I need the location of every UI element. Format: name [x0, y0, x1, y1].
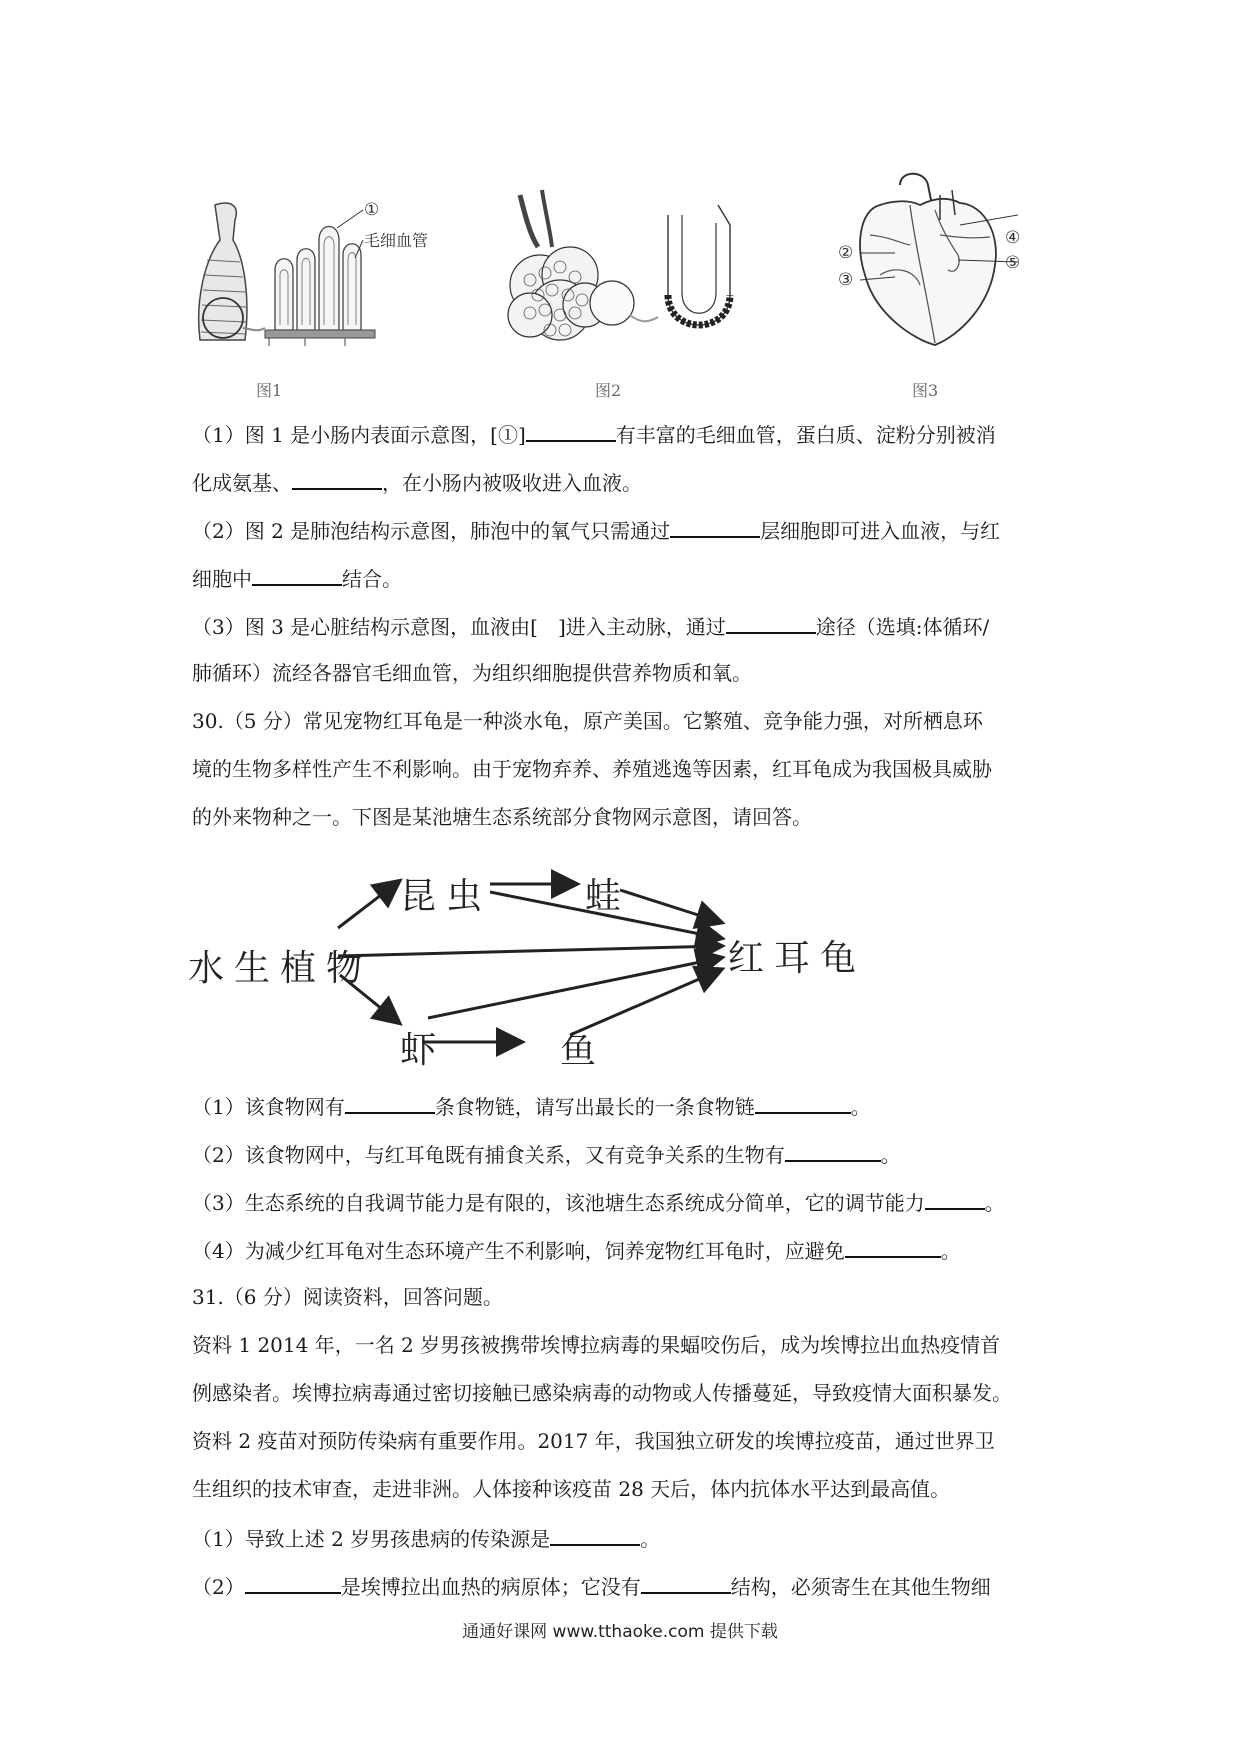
q29-p3-text-c: 肺循环）流经各器官毛细血管，为组织细胞提供营养物质和氧。 — [192, 661, 752, 685]
arrow-plant-turtle — [338, 946, 720, 956]
food-web-plant: 水生植物 — [188, 948, 373, 989]
answer-blank[interactable] — [526, 418, 616, 442]
answer-blank[interactable] — [550, 1522, 640, 1546]
answer-blank[interactable] — [845, 1234, 941, 1258]
q31-material-1-line-2: 例感染者。埃博拉病毒通过密切接触已感染病毒的动物或人传播蔓延，导致疫情大面积暴发。 — [192, 1381, 1012, 1405]
food-web-fish: 鱼 — [560, 1030, 607, 1071]
answer-blank[interactable] — [670, 514, 760, 538]
q29-p2-text-a: （2）图 2 是肺泡结构示意图，肺泡中的氧气只需通过 — [192, 519, 671, 543]
q31-s1-text-b: 。 — [640, 1527, 661, 1551]
q30-part-4 — [192, 1234, 961, 1266]
answer-blank[interactable] — [925, 1186, 985, 1210]
food-web-shrimp: 虾 — [400, 1030, 447, 1071]
q29-p2-text-d: 结合。 — [342, 567, 402, 591]
q30-s3-text-b: 。 — [984, 1191, 1005, 1215]
q30-s2-text-a: （2）该食物网中，与红耳龟既有捕食关系，又有竞争关系的生物有 — [192, 1143, 785, 1167]
q30-s3-text-a: （3）生态系统的自我调节能力是有限的，该池塘生态系统成分简单，它的调节能力 — [192, 1191, 925, 1215]
q30-s1-text-c: 。 — [850, 1095, 871, 1119]
fig3-caption: 图3 — [912, 381, 939, 400]
q29-p1-text-a: （1）图 1 是小肠内表面示意图，[①] — [192, 423, 526, 447]
q30-part-2 — [192, 1138, 901, 1170]
q31-s2-text-c: 结构，必须寄生在其他生物细 — [730, 1575, 991, 1599]
page-footer: 通通好课网 www.tthaoke.com 提供下载 — [462, 1622, 778, 1642]
arrow-frog-turtle — [620, 890, 720, 922]
q30-part-3 — [192, 1186, 1005, 1218]
q29-part-3-line-2 — [192, 658, 752, 688]
q29-part-1-line-1 — [192, 418, 996, 450]
q31-material-2-line-2: 生组织的技术审查，走进非洲。人体接种该疫苗 28 天后，体内抗体水平达到最高值。 — [192, 1477, 951, 1501]
fig3-label-4: ④ — [1005, 228, 1021, 248]
answer-blank[interactable] — [345, 1090, 435, 1114]
figure-3-heart — [840, 165, 1020, 355]
fig3-label-5: ⑤ — [1005, 253, 1021, 273]
figure-1-small-intestine — [185, 200, 485, 360]
q29-part-1-line-2 — [192, 466, 642, 498]
answer-blank[interactable] — [245, 1570, 341, 1594]
fig1-caption: 图1 — [256, 381, 283, 400]
q30-s4-text-a: （4）为减少红耳龟对生态环境产生不利影响，饲养宠物红耳龟时，应避免 — [192, 1239, 845, 1263]
q31-title: 31.（6 分）阅读资料，回答问题。 — [192, 1285, 503, 1309]
q29-p1-text-d: ，在小肠内被吸收进入血液。 — [382, 471, 642, 495]
q29-p2-text-b: 层细胞即可进入血液，与红 — [760, 519, 1001, 543]
q31-s2-text-b: 是埃博拉出血热的病原体；它没有 — [340, 1575, 641, 1599]
fig1-label-capillary: 毛细血管 — [364, 231, 429, 250]
q30-s1-text-b: 条食物链，请写出最长的一条食物链 — [434, 1095, 755, 1119]
q29-p1-text-c: 化成氨基、 — [192, 471, 292, 495]
q31-s1-text-a: （1）导致上述 2 岁男孩患病的传染源是 — [192, 1527, 551, 1551]
q29-p3-text-b: 途径（选填:体循环/ — [815, 615, 990, 639]
food-web-turtle: 红耳龟 — [728, 938, 867, 979]
food-web-insect: 昆虫 — [400, 876, 493, 917]
q29-p1-text-b: 有丰富的毛细血管，蛋白质、淀粉分别被消 — [615, 423, 996, 447]
q30-s4-text-b: 。 — [940, 1239, 961, 1263]
figure-2-alveoli — [490, 185, 780, 360]
q31-part-2 — [192, 1570, 991, 1602]
q29-p3-text-a: （3）图 3 是心脏结构示意图，血液由[ ]进入主动脉，通过 — [192, 615, 726, 639]
answer-blank[interactable] — [785, 1138, 881, 1162]
answer-blank[interactable] — [292, 466, 382, 490]
q30-s1-text-a: （1）该食物网有 — [192, 1095, 345, 1119]
fig2-caption: 图2 — [595, 381, 622, 400]
q29-p2-text-c: 细胞中 — [192, 567, 252, 591]
fig3-label-3: ③ — [838, 270, 854, 290]
q31-s2-text-a: （2） — [192, 1575, 245, 1599]
q30-intro-line-2: 境的生物多样性产生不利影响。由于宠物弃养、养殖逃逸等因素，红耳龟成为我国极具威胁 — [192, 757, 992, 781]
answer-blank[interactable] — [641, 1570, 731, 1594]
q30-s2-text-b: 。 — [880, 1143, 901, 1167]
q30-intro-line-1: 30.（5 分）常见宠物红耳龟是一种淡水龟，原产美国。它繁殖、竞争能力强，对所栖息环 — [192, 709, 983, 733]
q31-material-2-line-1: 资料 2 疫苗对预防传染病有重要作用。2017 年，我国独立研发的埃博拉疫苗，通过世界卫 — [192, 1429, 995, 1453]
food-web-frog: 蛙 — [585, 876, 632, 917]
q31-material-1-line-1: 资料 1 2014 年，一名 2 岁男孩被携带埃博拉病毒的果蝠咬伤后，成为埃博拉出血热疫情首 — [192, 1333, 1001, 1357]
q29-part-2-line-2 — [192, 562, 402, 594]
q29-part-2-line-1 — [192, 514, 1000, 546]
q29-part-3-line-1 — [192, 610, 989, 642]
q31-part-1 — [192, 1522, 660, 1554]
answer-blank[interactable] — [755, 1090, 851, 1114]
arrow-plant-insect — [338, 882, 398, 928]
q30-intro-line-3: 的外来物种之一。下图是某池塘生态系统部分食物网示意图，请回答。 — [192, 805, 812, 829]
q30-part-1 — [192, 1090, 871, 1122]
answer-blank[interactable] — [726, 610, 816, 634]
fig1-label-1: ① — [364, 200, 380, 220]
fig3-label-2: ② — [838, 243, 854, 263]
answer-blank[interactable] — [252, 562, 342, 586]
